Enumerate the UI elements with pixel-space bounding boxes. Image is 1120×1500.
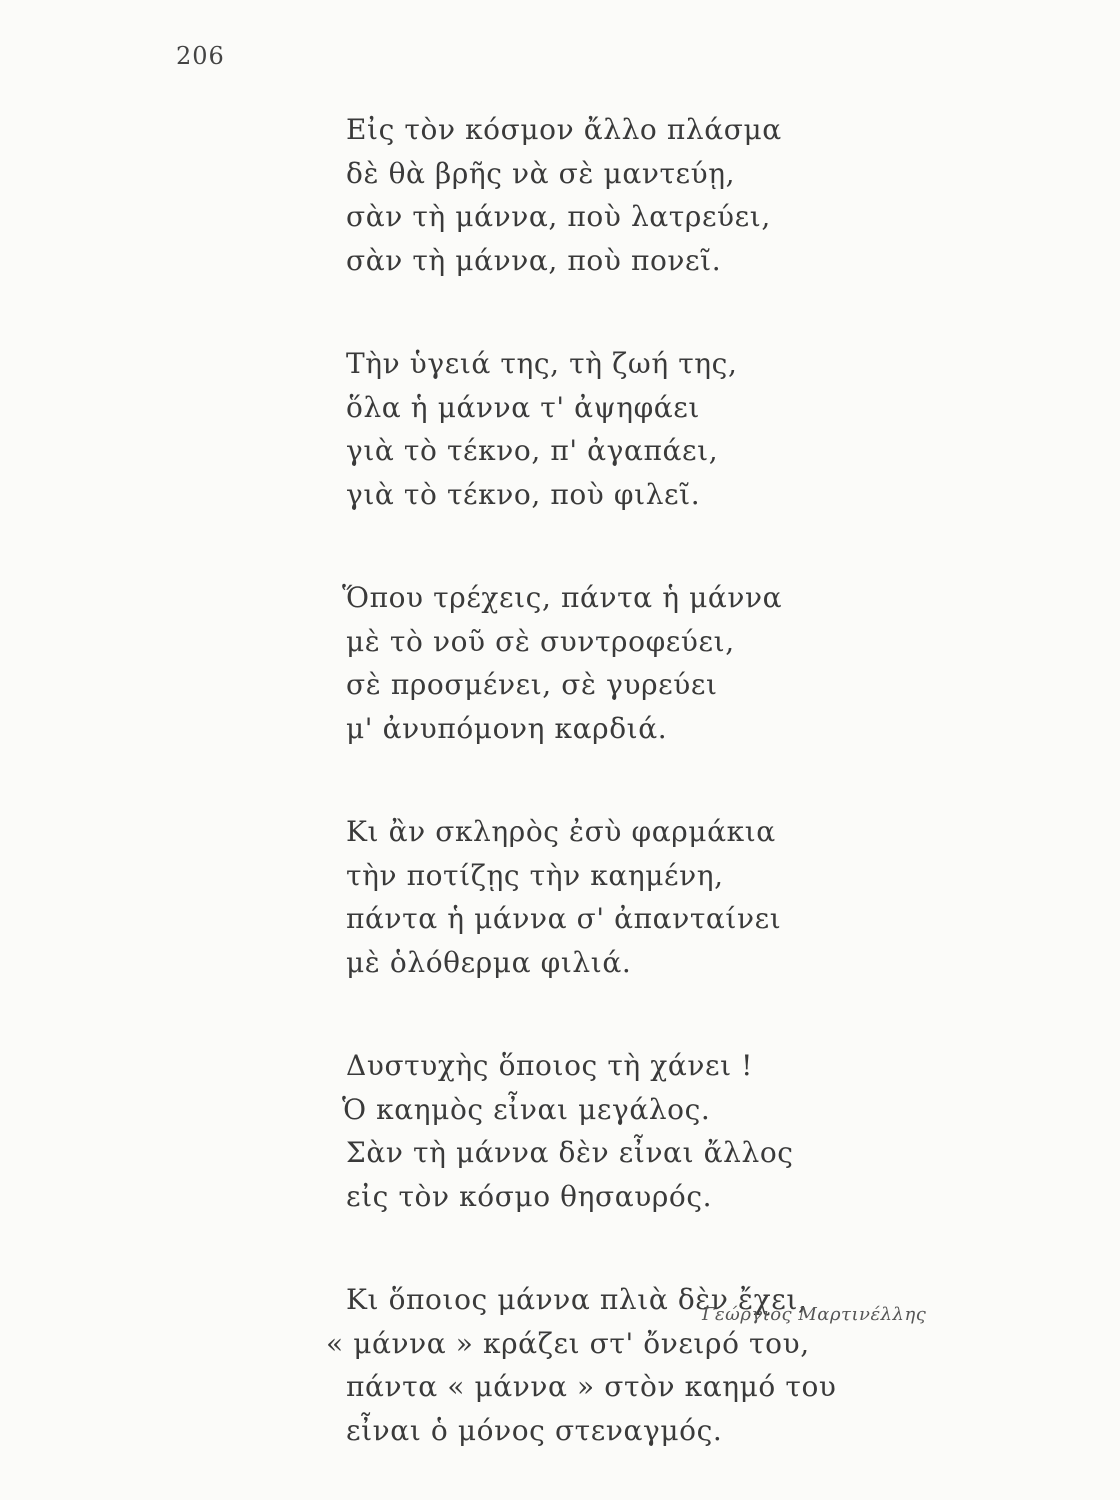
- stanza-2: [346, 342, 846, 516]
- stanza-1: [346, 108, 846, 282]
- poem-line: σὰν τὴ μάννα, ποὺ λατρεύει,: [346, 200, 771, 233]
- page-number: 206: [176, 42, 225, 70]
- poem-line: μὲ ὁλόθερμα φιλιά.: [346, 945, 632, 979]
- poem-line: Κι ἂν σκληρὸς ἐσὺ φαρμάκια: [346, 815, 776, 848]
- poem: [326, 108, 846, 1452]
- poem-line: εἰς τὸν κόσμο θησαυρός.: [346, 1179, 713, 1213]
- poem-line: μ' ἀνυπόμονη καρδιά.: [346, 711, 668, 745]
- poem-line: Εἰς τὸν κόσμον ἄλλο πλάσμα: [346, 113, 782, 146]
- poem-line: Κι ὅποιος μάννα πλιὰ δὲν ἔχει,: [346, 1283, 808, 1316]
- stanza-4: [346, 810, 846, 984]
- poem-line: μὲ τὸ νοῦ σὲ συντροφεύει,: [346, 624, 735, 658]
- poem-line: δὲ θὰ βρῆς νὰ σὲ μαντεύῃ,: [346, 156, 736, 190]
- poem-line: πάντα ἡ μάννα σ' ἀπανταίνει: [346, 902, 782, 935]
- stanza-5: [342, 1044, 846, 1218]
- poem-line: σὰν τὴ μάννα, ποὺ πονεῖ.: [346, 243, 722, 277]
- poem-line: « μάννα » κράζει στ' ὄνειρό του,: [326, 1326, 810, 1360]
- poem-line: Δυστυχὴς ὅποιος τὴ χάνει !: [346, 1049, 754, 1082]
- poem-line: σὲ προσμένει, σὲ γυρεύει: [346, 668, 718, 701]
- poem-line: Τὴν ὑγειά της, τὴ ζωή της,: [346, 347, 738, 380]
- poem-line: γιὰ τὸ τέκνο, ποὺ φιλεῖ.: [346, 477, 701, 511]
- poem-line: πάντα « μάννα » στὸν καημό του: [346, 1370, 837, 1403]
- poem-line: εἶναι ὁ μόνος στεναγμός.: [346, 1413, 723, 1447]
- poem-line: γιὰ τὸ τέκνο, π' ἀγαπάει,: [346, 434, 719, 467]
- author-signature: Γεώργιος Μαρτινέλλης: [702, 1304, 927, 1325]
- poem-line: Ὅπου τρέχεις, πάντα ἡ μάννα: [342, 581, 783, 614]
- poem-line: ὅλα ἡ μάννα τ' ἀψηφάει: [346, 390, 700, 424]
- poem-line: Ὁ καημὸς εἶναι μεγάλος.: [342, 1092, 711, 1126]
- stanza-3: [342, 576, 846, 750]
- poem-line: τὴν ποτίζῃς τὴν καημένη,: [346, 858, 724, 892]
- poem-line: Σὰν τὴ μάννα δὲν εἶναι ἄλλος: [346, 1136, 794, 1169]
